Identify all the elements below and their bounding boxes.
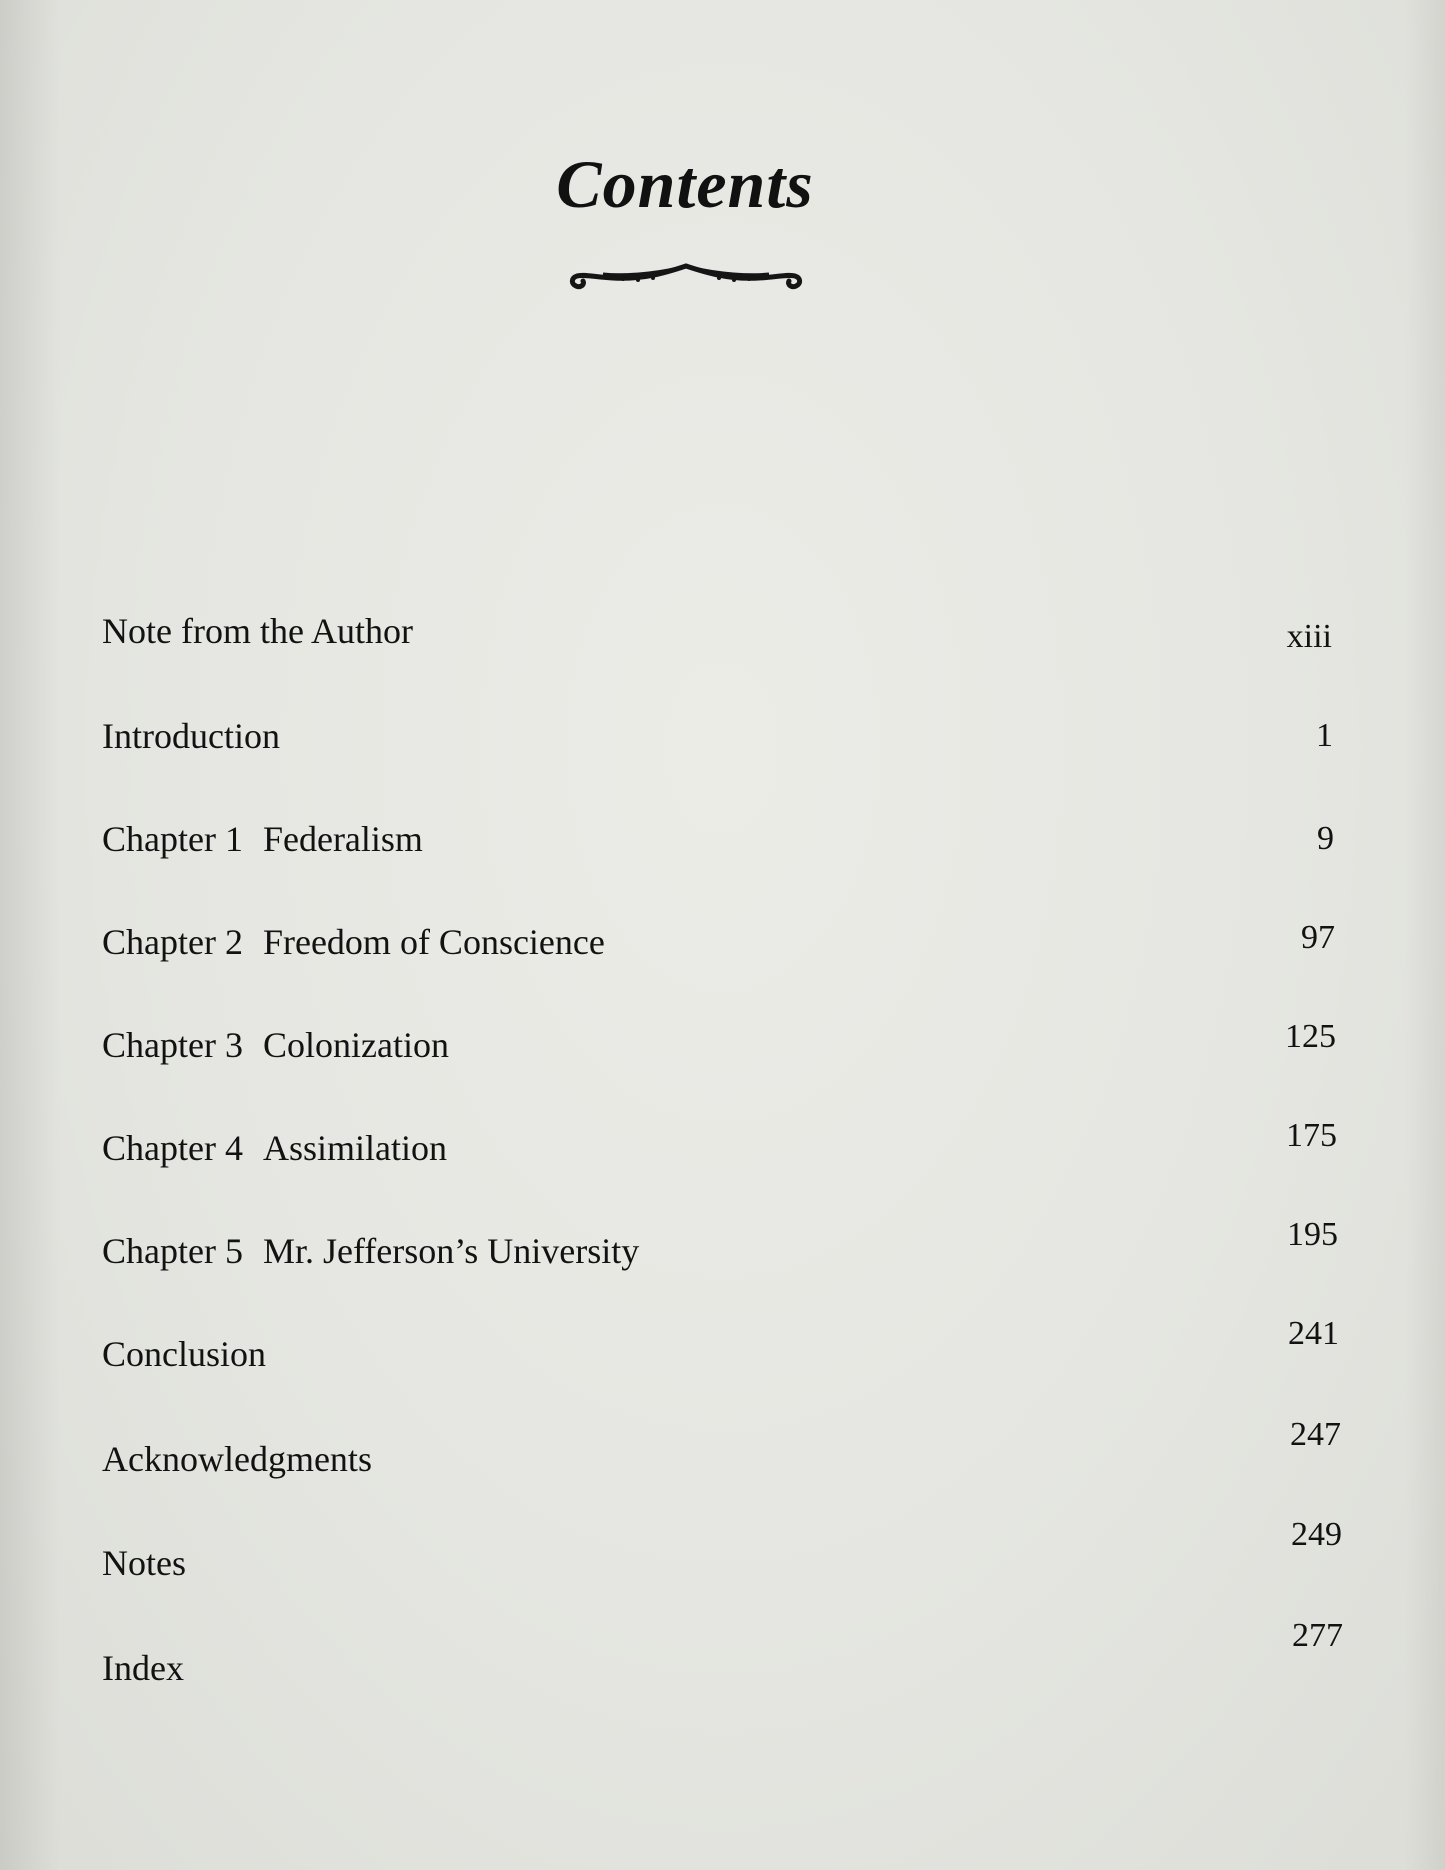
toc-entry-page: 125 — [1285, 1018, 1336, 1055]
toc-entry-title: Mr. Jefferson’s University — [262, 1231, 640, 1271]
toc-entry-acknowledgments — [102, 1416, 1341, 1488]
toc-entry-title: Acknowledgments — [102, 1439, 372, 1479]
toc-entry-page: xiii — [1286, 618, 1332, 655]
toc-entry-title: Conclusion — [102, 1334, 267, 1374]
toc-entry-index — [102, 1617, 1343, 1697]
toc-entry-chapter: Chapter 5 — [102, 1231, 243, 1271]
toc-entry-page: 9 — [1317, 820, 1334, 857]
toc-entry-introduction — [102, 715, 1333, 765]
toc-entry-page: 247 — [1290, 1416, 1341, 1453]
table-of-contents — [102, 600, 1343, 1700]
toc-entry-chapter: Chapter 2 — [102, 922, 243, 962]
toc-entry-page: 241 — [1288, 1315, 1339, 1352]
toc-entry-chapter-5 — [102, 1216, 1338, 1280]
toc-entry-chapter: Chapter 1 — [102, 819, 243, 859]
toc-entry-page: 1 — [1316, 717, 1333, 754]
toc-entry-chapter-1 — [102, 818, 1334, 868]
toc-entry-title: Notes — [102, 1543, 186, 1583]
toc-entry-title: Note from the Author — [102, 611, 413, 651]
toc-entry-title: Freedom of Conscience — [262, 922, 605, 962]
toc-entry-notes — [102, 1516, 1342, 1592]
toc-entry-page: 175 — [1286, 1117, 1337, 1154]
toc-entry-note-from-author — [102, 610, 1332, 660]
toc-entry-page: 97 — [1301, 919, 1335, 956]
toc-entry-title: Colonization — [262, 1025, 449, 1065]
toc-entry-page: 277 — [1292, 1617, 1343, 1654]
toc-entry-title: Assimilation — [262, 1128, 447, 1168]
page-title: Contents — [556, 146, 814, 222]
toc-entry-page: 249 — [1291, 1516, 1342, 1553]
toc-entry-chapter: Chapter 4 — [102, 1128, 243, 1168]
toc-entry-page: 195 — [1287, 1216, 1338, 1253]
toc-entry-conclusion — [102, 1315, 1339, 1383]
toc-entry-title: Federalism — [262, 819, 423, 859]
toc-entry-chapter-3 — [102, 1018, 1336, 1074]
scroll-flourish-icon — [563, 258, 809, 292]
toc-entry-chapter: Chapter 3 — [102, 1025, 243, 1065]
toc-entry-chapter-4 — [102, 1117, 1337, 1177]
toc-entry-chapter-2 — [102, 919, 1335, 971]
toc-entry-title: Index — [102, 1648, 184, 1688]
toc-entry-title: Introduction — [102, 716, 280, 756]
